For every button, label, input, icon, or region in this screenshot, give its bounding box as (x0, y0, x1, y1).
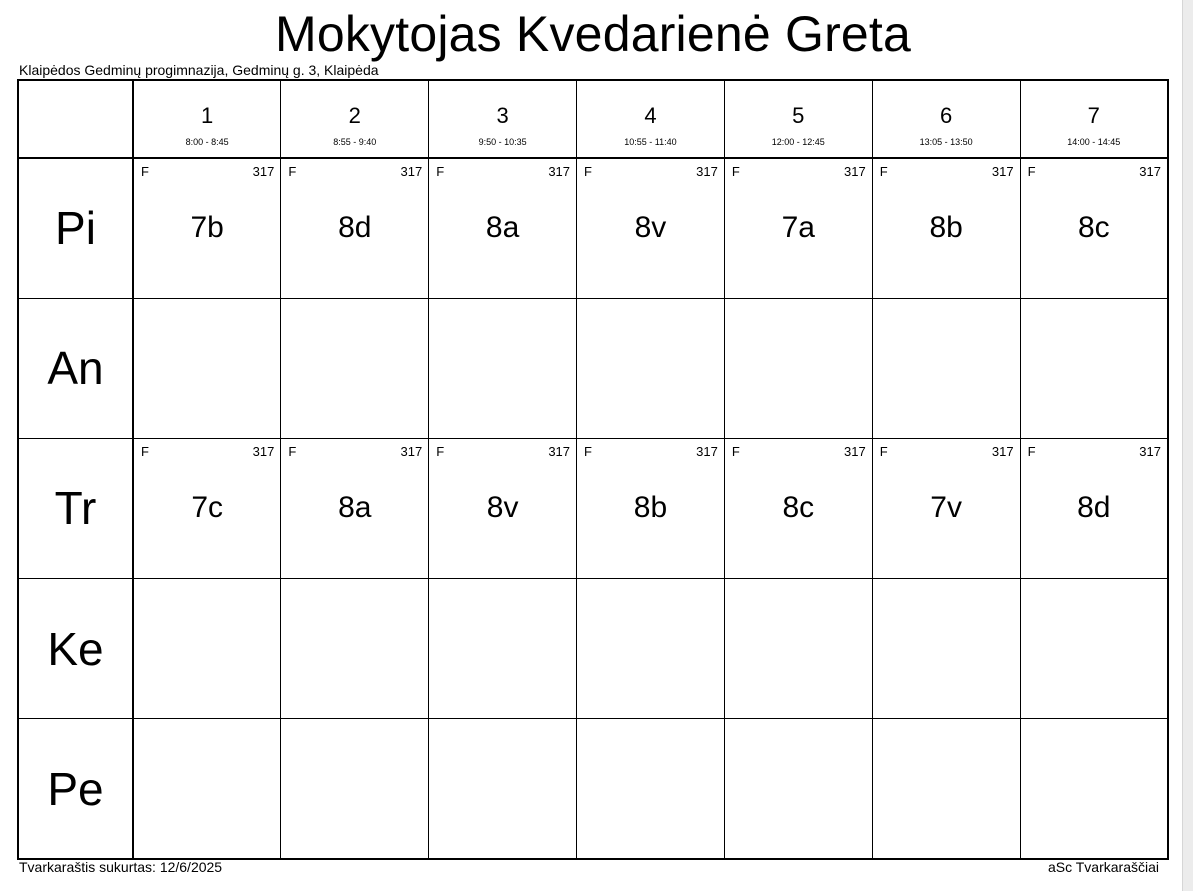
day-label: Ke (47, 622, 104, 675)
period-header-4 (577, 80, 725, 158)
lesson-room: 317 (696, 443, 718, 459)
empty-cell (429, 579, 577, 719)
lesson-room: 317 (844, 443, 866, 459)
lesson-cell (872, 158, 1020, 298)
day-row (18, 298, 1168, 438)
lesson-room: 317 (252, 164, 275, 179)
period-time: 13:05 - 13:50 (919, 137, 973, 147)
lesson-subject: F (879, 443, 888, 459)
empty-cell (577, 719, 725, 859)
lesson-class: 8c (782, 490, 815, 524)
day-row (18, 579, 1168, 719)
empty-cell (577, 579, 725, 719)
lesson-room: 317 (400, 443, 423, 459)
lesson-room: 317 (252, 443, 275, 459)
lesson-class: 8a (485, 211, 520, 244)
school-address: Klaipėdos Gedminų progimnazija, Gedminų g. 3, Klaipėda (19, 62, 379, 78)
empty-cell (1020, 298, 1168, 438)
empty-cell (724, 579, 872, 719)
lesson-cell (281, 438, 429, 578)
empty-cell (724, 719, 872, 859)
period-header-3 (429, 80, 577, 158)
lesson-class: 7v (930, 490, 962, 524)
empty-cell (872, 298, 1020, 438)
period-header-2 (281, 80, 429, 158)
lesson-room: 317 (991, 443, 1014, 459)
period-number: 5 (792, 103, 805, 128)
period-number: 2 (348, 103, 361, 128)
day-row (18, 719, 1168, 859)
day-label: Pi (55, 202, 96, 255)
lesson-class: 8v (486, 490, 519, 524)
lesson-room: 317 (696, 164, 718, 179)
lesson-cell (133, 438, 281, 578)
empty-cell (281, 719, 429, 859)
lesson-cell (577, 158, 725, 298)
lesson-cell (1020, 438, 1168, 578)
lesson-class: 8v (634, 211, 667, 244)
empty-cell (577, 298, 725, 438)
period-time: 14:00 - 14:45 (1067, 137, 1121, 147)
empty-cell (1020, 579, 1168, 719)
empty-cell (1020, 719, 1168, 859)
lesson-cell (1020, 158, 1168, 298)
software-brand: aSc Tvarkaraščiai (1047, 859, 1159, 875)
lesson-subject: F (731, 164, 740, 179)
lesson-room: 317 (991, 164, 1014, 179)
empty-cell (133, 719, 281, 859)
period-time: 12:00 - 12:45 (771, 137, 825, 147)
period-header-row (18, 80, 1168, 158)
lesson-class: 8b (633, 490, 668, 524)
lesson-cell (577, 438, 725, 578)
empty-cell (872, 579, 1020, 719)
timetable-grid (17, 79, 1169, 860)
day-label: An (47, 342, 104, 395)
lesson-subject: F (141, 164, 149, 179)
window-edge (1182, 0, 1193, 891)
day-header (18, 719, 133, 859)
empty-cell (429, 298, 577, 438)
lesson-room: 317 (1139, 443, 1161, 459)
empty-cell (133, 579, 281, 719)
empty-cell (429, 719, 577, 859)
lesson-cell (724, 158, 872, 298)
lesson-subject: F (731, 443, 740, 459)
empty-cell (133, 298, 281, 438)
lesson-room: 317 (844, 164, 866, 179)
day-row (18, 438, 1168, 578)
day-label: Tr (54, 482, 97, 535)
lesson-cell (724, 438, 872, 578)
lesson-subject: F (1027, 164, 1036, 179)
lesson-subject: F (584, 164, 592, 179)
lesson-class: 8a (338, 490, 372, 524)
period-header-6 (872, 80, 1020, 158)
lesson-class: 7c (191, 490, 224, 524)
period-time: 8:55 - 9:40 (333, 137, 377, 147)
period-number: 7 (1087, 103, 1100, 128)
lesson-class: 8b (929, 211, 963, 244)
period-time: 10:55 - 11:40 (624, 137, 677, 147)
corner-cell (18, 80, 133, 158)
lesson-subject: F (288, 164, 297, 179)
lesson-cell (429, 438, 577, 578)
period-number: 6 (940, 103, 953, 128)
empty-cell (724, 298, 872, 438)
lesson-class: 7a (781, 211, 815, 244)
lesson-subject: F (1027, 443, 1036, 459)
day-header (18, 438, 133, 578)
period-header-5 (724, 80, 872, 158)
lesson-class: 8d (1077, 490, 1111, 524)
lesson-room: 317 (548, 443, 571, 459)
lesson-subject: F (288, 443, 297, 459)
created-date: Tvarkaraštis sukurtas: 12/6/2025 (19, 859, 223, 875)
lesson-cell (133, 158, 281, 298)
period-number: 3 (496, 103, 509, 128)
lesson-class: 8d (338, 211, 372, 244)
period-header-1 (133, 80, 281, 158)
lesson-room: 317 (1139, 164, 1161, 179)
lesson-subject: F (436, 164, 445, 179)
lesson-cell (872, 438, 1020, 578)
day-label: Pe (47, 762, 104, 815)
period-time: 9:50 - 10:35 (478, 137, 527, 147)
day-header (18, 579, 133, 719)
lesson-room: 317 (548, 164, 571, 179)
page-title: Mokytojas Kvedarienė Greta (274, 6, 912, 62)
empty-cell (872, 719, 1020, 859)
day-header (18, 158, 133, 298)
lesson-cell (281, 158, 429, 298)
lesson-room: 317 (400, 164, 423, 179)
period-number: 4 (644, 103, 657, 128)
lesson-cell (429, 158, 577, 298)
day-header (18, 298, 133, 438)
lesson-class: 8c (1077, 211, 1110, 244)
empty-cell (281, 579, 429, 719)
day-row (18, 158, 1168, 298)
lesson-subject: F (141, 443, 149, 459)
lesson-class: 7b (190, 211, 224, 244)
empty-cell (281, 298, 429, 438)
period-header-7 (1020, 80, 1168, 158)
lesson-subject: F (584, 443, 592, 459)
lesson-subject: F (879, 164, 888, 179)
period-time: 8:00 - 8:45 (185, 137, 229, 147)
lesson-subject: F (436, 443, 445, 459)
period-number: 1 (201, 103, 214, 128)
